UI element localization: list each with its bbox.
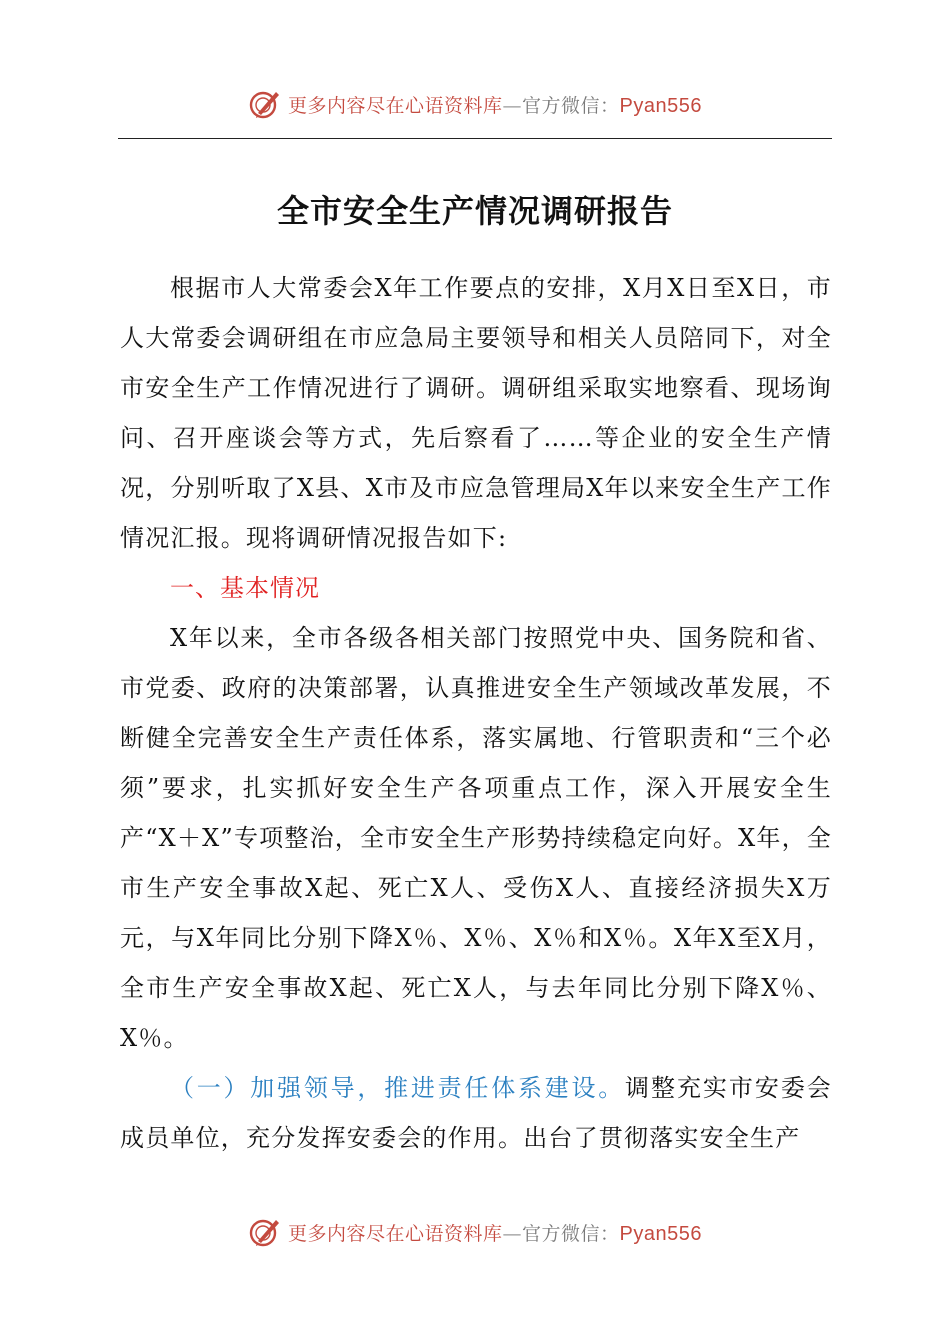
watermark-site: 更多内容尽在心语资料库 bbox=[288, 94, 503, 117]
watermark-wechat-id: Pyan556 bbox=[619, 1222, 702, 1245]
page-title: 全市安全生产情况调研报告 bbox=[276, 192, 673, 230]
footer-watermark bbox=[0, 1212, 950, 1252]
watermark-dash: — bbox=[502, 94, 523, 117]
header-divider bbox=[118, 138, 832, 139]
intro-paragraph: 根据市人大常委会X年工作要点的安排，X月X日至X日，市人大常委会调研组在市应急局主要领导和相关人员陪同下，对全市安全生产工作情况进行了调研。调研组采取实地察看、现场询问、召开座谈会等方式，先后察看了……等企业的安全生产情况，分别听取了X县、X市及市应急管理局X年以来安全生产工作情况汇报。现将调研情况报告如下: bbox=[120, 274, 832, 552]
subsection-text: 调整充实市安委会成员单位，充分发挥安委会的作用。出台了贯彻落实安全生产 bbox=[120, 1074, 832, 1152]
watermark-wechat-label: 官方微信： bbox=[522, 94, 620, 117]
watermark-wechat-id: Pyan556 bbox=[619, 94, 702, 117]
watermark-site: 更多内容尽在心语资料库 bbox=[288, 1222, 503, 1245]
watermark-wechat-label: 官方微信： bbox=[522, 1222, 620, 1245]
section-paragraph: X年以来，全市各级各相关部门按照党中央、国务院和省、市党委、政府的决策部署，认真推进安全生产领域改革发展，不断健全完善安全生产责任体系，落实属地、行管职责和“三个必须”要求，扎实抓好安全生产各项重点工作，深入开展安全生产“X＋X”专项整治，全市安全生产形势持续稳定向好。X年，全市生产安全事故X起、死亡X人、受伤X人、直接经济损失X万元，与X年同比分别下降X％、X％、X％和X％。X年X至X月，全市生产安全事故X起、死亡X人，与去年同比分别下降X％、X％。 bbox=[120, 624, 832, 1052]
watermark-text bbox=[288, 91, 702, 118]
header-watermark bbox=[0, 84, 950, 124]
subsection-heading: （一）加强领导，推进责任体系建设。 bbox=[170, 1074, 626, 1102]
pen-nib-circle-icon bbox=[248, 1215, 282, 1249]
subsection-paragraph bbox=[120, 1063, 832, 1163]
watermark-dash: — bbox=[502, 1222, 523, 1245]
watermark-text bbox=[288, 1219, 702, 1246]
section-heading-basic: 一、基本情况 bbox=[170, 574, 320, 602]
pen-nib-circle-icon bbox=[248, 87, 282, 121]
document-body bbox=[120, 263, 832, 1163]
